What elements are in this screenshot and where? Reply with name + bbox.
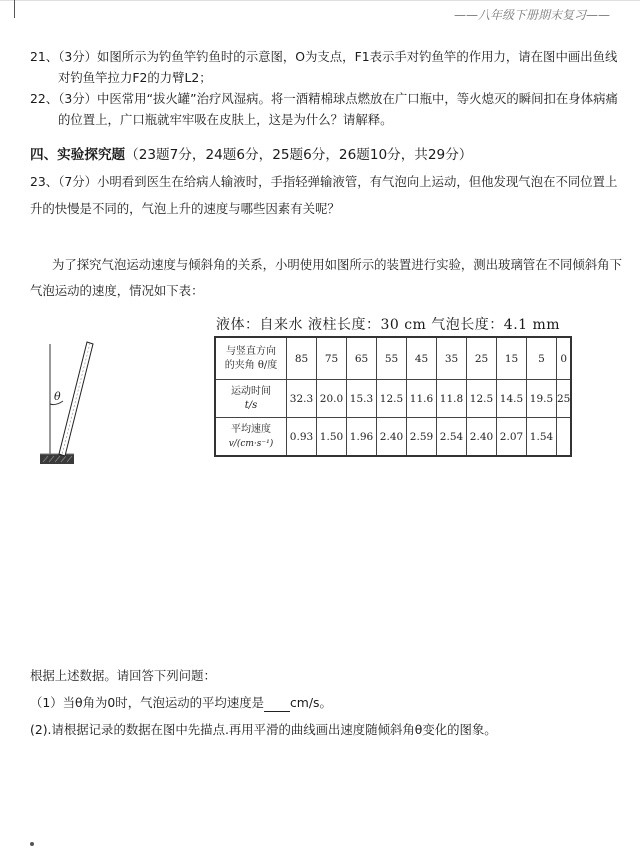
table-cell: 85 bbox=[287, 337, 317, 380]
questions-intro: 根据上述数据。请回答下列问题： bbox=[30, 668, 216, 683]
table-cell: 12.5 bbox=[377, 380, 407, 418]
page-mark bbox=[30, 842, 34, 846]
table-cell: 14.5 bbox=[497, 380, 527, 418]
table-cell: 45 bbox=[407, 337, 437, 380]
apparatus-figure bbox=[24, 334, 144, 474]
table-cell: 19.5 bbox=[527, 380, 557, 418]
table-cell: 12.5 bbox=[467, 380, 497, 418]
row-header-speed-line1: 平均速度 bbox=[231, 423, 271, 435]
q23-para1: 为了探究气泡运动速度与倾斜角的关系，小明使用如图所示的装置进行实验，测出玻璃管在不同倾斜角下 bbox=[52, 257, 622, 272]
table-cell: 5 bbox=[527, 337, 557, 380]
table-cell: 25 bbox=[557, 380, 572, 418]
table-cell: 2.59 bbox=[407, 418, 437, 457]
table-cell: 1.50 bbox=[317, 418, 347, 457]
table-cell bbox=[557, 418, 572, 457]
table-cell: 2.54 bbox=[437, 418, 467, 457]
row-header-angle-line1: 与竖直方向 bbox=[226, 345, 276, 357]
table-cell: 1.96 bbox=[347, 418, 377, 457]
table-cell: 2.40 bbox=[377, 418, 407, 457]
section-subtitle: （23题7分，24题6分，25题6分，26题10分，共29分） bbox=[125, 147, 473, 163]
row-header-time-line2: t/s bbox=[244, 399, 258, 411]
q21-line1: 21、（3分）如图所示为钓鱼竿钓鱼时的示意图，O为支点，F1表示手对钓鱼竿的作用力，请在图中画出鱼线 bbox=[30, 49, 618, 64]
q21-line2: 对钓鱼竿拉力F2的力臂L2； bbox=[58, 70, 212, 85]
table-cell: 0 bbox=[557, 337, 572, 380]
q23-line2: 升的快慢是不同的，气泡上升的速度与哪些因素有关呢？ bbox=[30, 201, 340, 216]
q23-line1: 23、（7分）小明看到医生在给病人输液时，手指轻弹输液管，有气泡向上运动，但他发现气泡在不同位置上 bbox=[30, 174, 618, 189]
table-cell: 2.40 bbox=[467, 418, 497, 457]
table-cell: 2.07 bbox=[497, 418, 527, 457]
answer-blank[interactable] bbox=[264, 698, 290, 712]
row-header-time bbox=[215, 380, 287, 418]
table-cell: 75 bbox=[317, 337, 347, 380]
table-row-angle bbox=[215, 337, 571, 380]
table-row-speed bbox=[215, 418, 571, 457]
section-title bbox=[30, 145, 472, 165]
header-label: ——八年级下册期末复习—— bbox=[453, 8, 610, 22]
data-table bbox=[214, 336, 572, 457]
question-1 bbox=[30, 694, 332, 712]
row-header-speed-line2: v/(cm·s⁻¹) bbox=[228, 438, 274, 449]
section-title-text: 四、实验探究题 bbox=[30, 147, 126, 163]
table-cell: 15.3 bbox=[347, 380, 377, 418]
table-cell: 20.0 bbox=[317, 380, 347, 418]
q22-line1: 22、（3分）中医常用“拔火罐”治疗风湿病。将一酒精棉球点燃放在广口瓶中，等火熄灭的瞬间扣在身体病痛 bbox=[30, 91, 618, 106]
theta-label: θ bbox=[54, 390, 61, 403]
row-header-speed bbox=[215, 418, 287, 457]
table-cell: 55 bbox=[377, 337, 407, 380]
question-2: (2).请根据记录的数据在图中先描点.再用平滑的曲线画出速度随倾斜角θ变化的图象。 bbox=[30, 722, 497, 737]
corner-line bbox=[14, 0, 15, 18]
table-cell: 65 bbox=[347, 337, 377, 380]
table-cell: 15 bbox=[497, 337, 527, 380]
table-row-time bbox=[215, 380, 571, 418]
table-cell: 32.3 bbox=[287, 380, 317, 418]
q22-line2: 的位置上，广口瓶就牢牢吸在皮肤上，这是为什么？请解释。 bbox=[58, 112, 393, 127]
header-rule bbox=[0, 0, 640, 1]
table-cell: 25 bbox=[467, 337, 497, 380]
table-caption: 液体：自来水 液柱长度：30 cm 气泡长度：4.1 mm bbox=[216, 317, 561, 333]
q23-para2: 气泡运动的速度，情况如下表： bbox=[30, 283, 204, 298]
row-header-time-line1: 运动时间 bbox=[231, 385, 271, 397]
question-1-unit: cm/s。 bbox=[290, 695, 332, 710]
row-header-angle bbox=[215, 337, 287, 380]
table-cell: 1.54 bbox=[527, 418, 557, 457]
table-cell: 11.6 bbox=[407, 380, 437, 418]
table-cell: 11.8 bbox=[437, 380, 467, 418]
table-cell: 35 bbox=[437, 337, 467, 380]
table-cell: 0.93 bbox=[287, 418, 317, 457]
row-header-angle-line2: 的夹角 θ/度 bbox=[224, 359, 278, 371]
question-1-text: （1）当θ角为0时，气泡运动的平均速度是 bbox=[30, 695, 264, 710]
